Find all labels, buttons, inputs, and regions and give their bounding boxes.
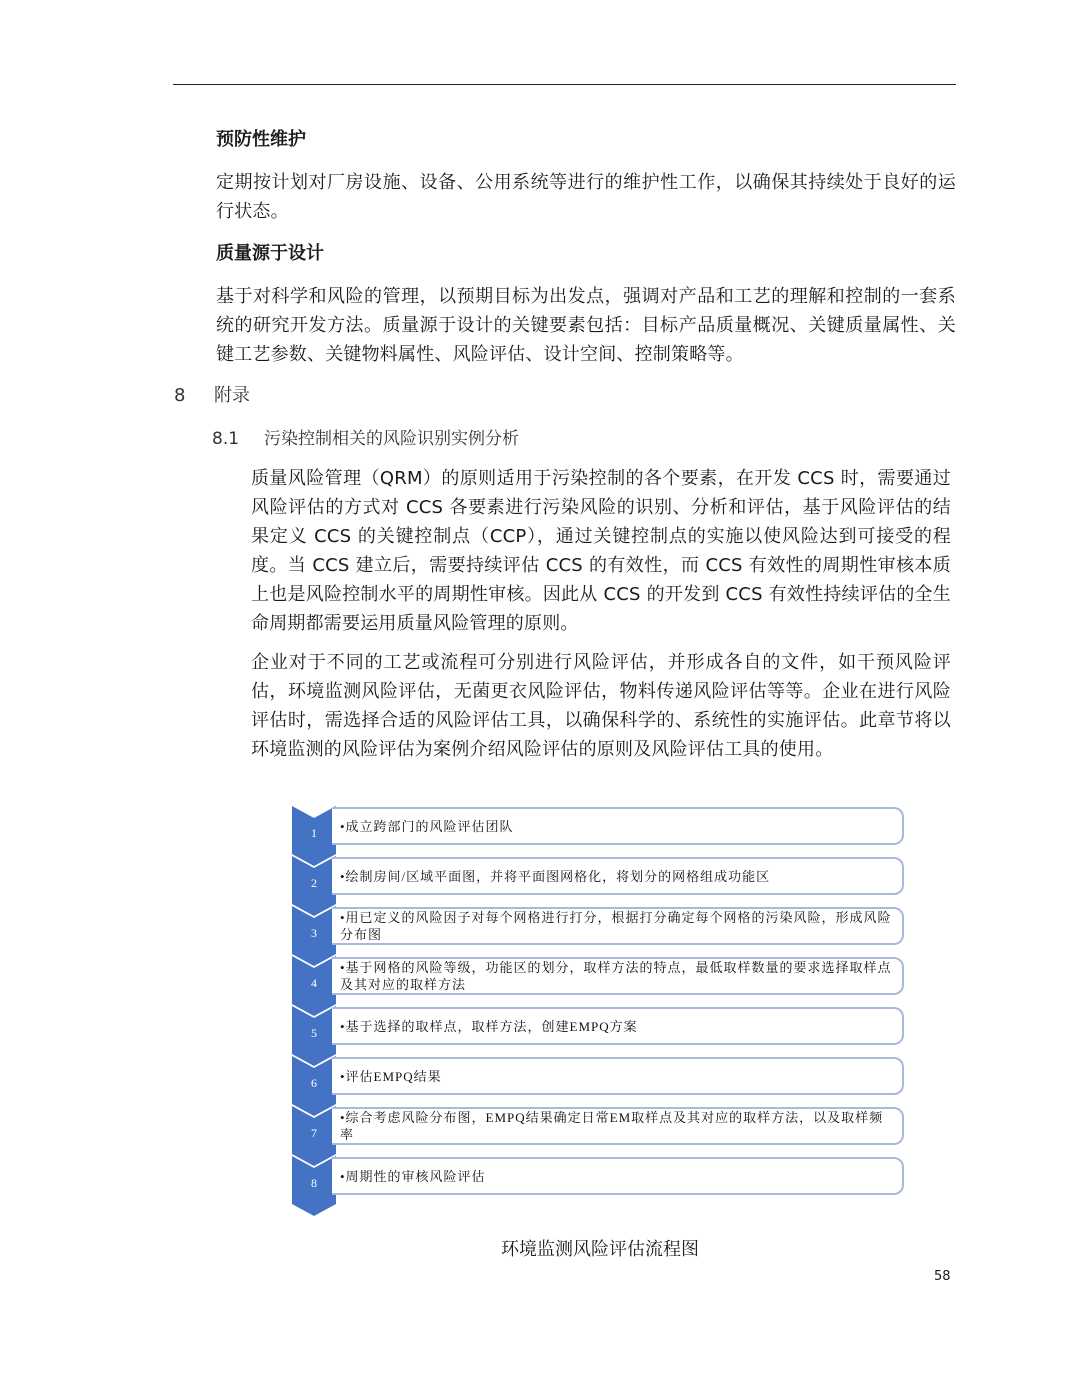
step-text: •综合考虑风险分布图，EMPQ结果确定日常EM取样点及其对应的取样方法，以及取样频率 <box>340 1110 884 1142</box>
step-text: •周期性的审核风险评估 <box>340 1168 486 1184</box>
section-8-1-number: 8.1 <box>212 429 240 449</box>
section-8-number: 8 <box>174 385 186 406</box>
flow-step-6 <box>292 1056 912 1096</box>
step-number: 7 <box>311 1126 317 1140</box>
page-number: 58 <box>934 1269 951 1284</box>
flow-step-7 <box>292 1106 912 1146</box>
flow-step-5 <box>292 1006 912 1046</box>
header-rule <box>173 84 956 85</box>
paragraph-preventive-maintenance: 定期按计划对厂房设施、设备、公用系统等进行的维护性工作，以确保其持续处于良好的运行状态。 <box>216 172 956 222</box>
paragraph-enterprise-risk: 企业对于不同的工艺或流程可分别进行风险评估，并形成各自的文件，如干预风险评估，环境监测风险评估，无菌更衣风险评估，物料传递风险评估等等。企业在进行风险评估时，需选择合适的风险评估工具，以确保科学的、系统性的实施评估。此章节将以环境监测的风险评估为案例介绍风险评估的原则及风险评估工具的使用。 <box>251 652 951 760</box>
step-number: 1 <box>311 826 317 840</box>
section-8-1-heading <box>212 427 519 451</box>
step-text: •绘制房间/区域平面图，并将平面图网格化，将划分的网格组成功能区 <box>340 868 771 884</box>
step-text: •评估EMPQ结果 <box>340 1068 442 1084</box>
flow-step-3 <box>292 906 912 946</box>
step-text: •基于网格的风险等级，功能区的划分，取样方法的特点，最低取样数量的要求选择取样点及其对应的取样方法 <box>340 960 892 992</box>
paragraph-qrm: 质量风险管理（QRM）的原则适用于污染控制的各个要素，在开发 CCS 时，需要通过风险评估的方式对 CCS 各要素进行污染风险的识别、分析和评估，基于风险评估的结果定义 CCS 的关键控制点（CCP），通过关键控制点的实施以使风险达到可接受的程度。当 CCS 建立后，需要持续评估 CCS 的有效性，而 CCS 有效性的周期性审核本质上也是风险控制水平的周期性审核。因此从 CCS 的开发到 CCS 有效性持续评估的全生命周期都需要运用质量风险管理的原则。 <box>251 468 951 634</box>
flow-step-1 <box>292 806 912 846</box>
figure-caption: 环境监测风险评估流程图 <box>501 1239 699 1260</box>
step-text: •成立跨部门的风险评估团队 <box>340 818 514 834</box>
step-number: 2 <box>311 876 317 890</box>
step-number: 8 <box>311 1176 317 1190</box>
step-number: 4 <box>311 976 317 990</box>
section-8-title: 附录 <box>214 385 250 406</box>
flow-step-2 <box>292 856 912 896</box>
paragraph-quality-by-design: 基于对科学和风险的管理，以预期目标为出发点，强调对产品和工艺的理解和控制的一套系统的研究开发方法。质量源于设计的关键要素包括：目标产品质量概况、关键质量属性、关键工艺参数、关键物料属性、风险评估、设计空间、控制策略等。 <box>216 286 956 365</box>
flow-step-4 <box>292 956 912 996</box>
flowchart <box>292 806 912 1218</box>
section-8-heading <box>174 384 250 408</box>
step-text: •用已定义的风险因子对每个网格进行打分，根据打分确定每个网格的污染风险，形成风险分布图 <box>340 910 892 942</box>
step-number: 5 <box>311 1026 317 1040</box>
heading-quality-by-design: 质量源于设计 <box>216 243 324 264</box>
heading-preventive-maintenance: 预防性维护 <box>216 129 306 150</box>
section-8-1-title: 污染控制相关的风险识别实例分析 <box>264 429 519 449</box>
step-number: 6 <box>311 1076 317 1090</box>
flow-step-8 <box>292 1156 912 1196</box>
step-number: 3 <box>311 926 317 940</box>
step-text: •基于选择的取样点，取样方法，创建EMPQ方案 <box>340 1018 638 1034</box>
